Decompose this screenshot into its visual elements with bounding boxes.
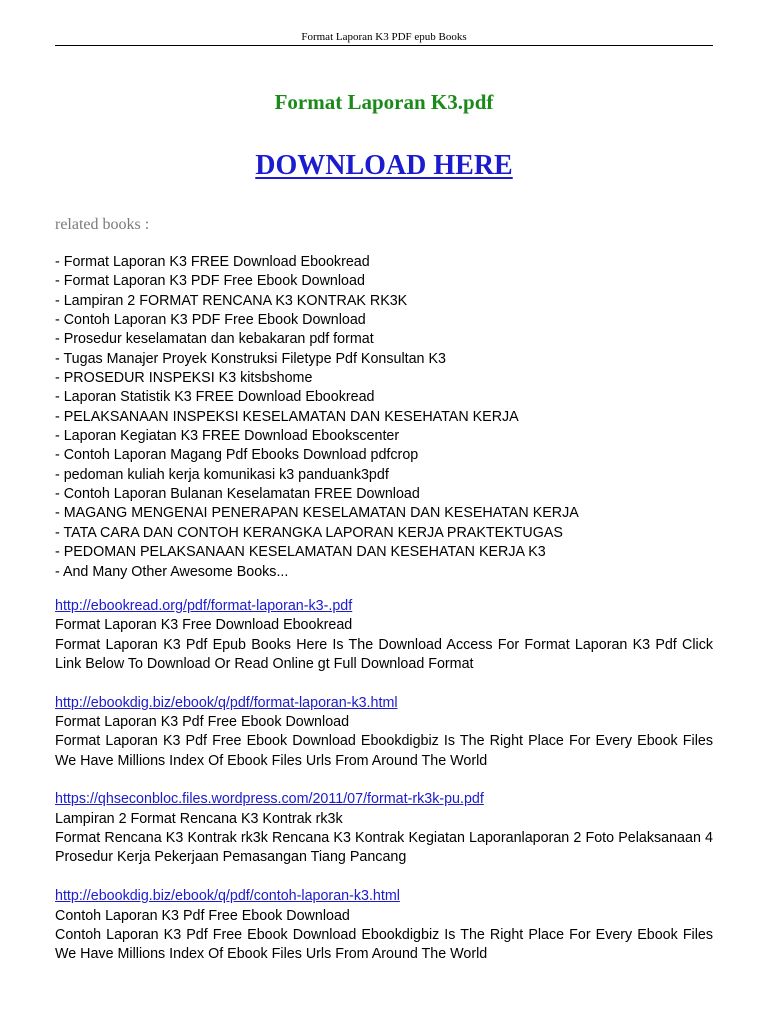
- header-divider: [55, 45, 713, 46]
- related-book-item: - Lampiran 2 FORMAT RENCANA K3 KONTRAK RK3K: [55, 292, 408, 309]
- entry-url-link[interactable]: http://ebookdig.biz/ebook/q/pdf/contoh-laporan-k3.html: [55, 888, 400, 905]
- related-book-item: - Contoh Laporan Magang Pdf Ebooks Download pdfcrop: [55, 447, 419, 464]
- entry-title: Format Laporan K3 Pdf Free Ebook Download: [55, 714, 350, 731]
- related-book-item: - pedoman kuliah kerja komunikasi k3 panduank3pdf: [55, 466, 389, 483]
- entry-description: Format Rencana K3 Kontrak rk3k Rencana K3 Kontrak Kegiatan Laporanlaporan 2 Foto Pelaksanaan 4 Prosedur Kerja Pekerjaan Pemasangan Tiang Pancang: [55, 830, 713, 866]
- related-book-item: - PROSEDUR INSPEKSI K3 kitsbshome: [55, 370, 313, 387]
- related-book-item: - MAGANG MENGENAI PENERAPAN KESELAMATAN DAN KESEHATAN KERJA: [55, 505, 579, 522]
- book-entry: [55, 790, 713, 867]
- related-book-item: - Prosedur keselamatan dan kebakaran pdf format: [55, 331, 374, 348]
- page-header: Format Laporan K3 PDF epub Books: [301, 31, 467, 43]
- entry-description: Format Laporan K3 Pdf Epub Books Here Is The Download Access For Format Laporan K3 Pdf Click Link Below To Download Or Read Online gt Full Download Format: [55, 636, 713, 673]
- related-book-item: - Tugas Manajer Proyek Konstruksi Filetype Pdf Konsultan K3: [55, 350, 446, 367]
- entry-description: Format Laporan K3 Pdf Free Ebook Download Ebookdigbiz Is The Right Place For Every Ebook Files We Have Millions Index Of Ebook Files Urls From Around The World: [55, 733, 713, 769]
- download-link[interactable]: DOWNLOAD HERE: [255, 150, 513, 181]
- related-book-item: - And Many Other Awesome Books...: [55, 563, 289, 580]
- entry-description: Contoh Laporan K3 Pdf Free Ebook Download Ebookdigbiz Is The Right Place For Every Ebook Files We Have Millions Index Of Ebook Files Urls From Around The World: [55, 926, 713, 963]
- related-book-item: - PEDOMAN PELAKSANAAN KESELAMATAN DAN KESEHATAN KERJA K3: [55, 544, 546, 561]
- related-book-item: - Laporan Kegiatan K3 FREE Download Ebookscenter: [55, 428, 400, 445]
- book-entry: [55, 887, 713, 964]
- related-book-item: - Laporan Statistik K3 FREE Download Ebookread: [55, 389, 375, 406]
- entry-url-link[interactable]: http://ebookdig.biz/ebook/q/pdf/format-laporan-k3.html: [55, 694, 398, 711]
- related-book-item: - TATA CARA DAN CONTOH KERANGKA LAPORAN KERJA PRAKTEKTUGAS: [55, 524, 563, 541]
- entry-url-link[interactable]: http://ebookread.org/pdf/format-laporan-k3-.pdf: [55, 598, 353, 614]
- related-book-item: - Format Laporan K3 FREE Download Ebookread: [55, 254, 370, 270]
- related-books-label: related books :: [55, 216, 150, 233]
- entry-url-link[interactable]: https://qhseconbloc.files.wordpress.com/2011/07/format-rk3k-pu.pdf: [55, 791, 484, 808]
- document-title: Format Laporan K3.pdf: [274, 90, 494, 114]
- book-entry: [55, 597, 713, 674]
- download-heading: [0, 148, 768, 184]
- book-entries: [55, 597, 713, 984]
- related-book-item: - Format Laporan K3 PDF Free Ebook Download: [55, 273, 365, 290]
- entry-title: Contoh Laporan K3 Pdf Free Ebook Download: [55, 907, 350, 924]
- entry-title: Format Laporan K3 Free Download Ebookread: [55, 617, 353, 634]
- related-books-list: [55, 253, 715, 582]
- related-book-item: - Contoh Laporan K3 PDF Free Ebook Download: [55, 312, 366, 329]
- related-book-item: - Contoh Laporan Bulanan Keselamatan FREE Download: [55, 486, 420, 503]
- book-entry: [55, 694, 713, 771]
- entry-title: Lampiran 2 Format Rencana K3 Kontrak rk3k: [55, 810, 343, 827]
- related-book-item: - PELAKSANAAN INSPEKSI KESELAMATAN DAN KESEHATAN KERJA: [55, 408, 519, 425]
